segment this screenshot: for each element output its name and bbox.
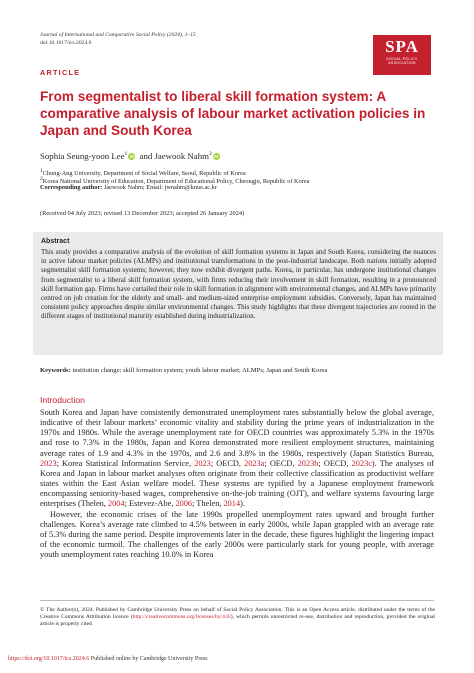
footnote-divider [40,600,434,601]
affiliation-marker: 1 [124,151,128,158]
page-footer [8,656,208,662]
license-note: © The Author(s), 2024. Published by Cambridge University Press on behalf of Social Policy Association. This is an Open Access article, distributed under the terms of the Creative Commons Attribution licence (http://creativecommons.org/licenses/by/4.0/), which permits unrestricted re-use, distribution and reproduction, provided the original article is properly cited. [40,607,435,628]
license-link[interactable]: http://creativecommons.org/licenses/by/4.0/ [132,614,231,621]
introduction-body [40,408,434,560]
spa-logo [373,35,431,75]
and-text: and [139,151,153,161]
affiliation-marker: 2 [40,176,43,182]
article-dates: (Received 04 July 2023; revised 13 December 2023; accepted 26 January 2024) [40,210,245,217]
keywords [40,367,327,374]
keywords-text: institution change; skill formation system; youth labour market; ALMPs; Japan and South Korea [72,367,328,374]
author-name[interactable]: Jaewook Nahm [154,151,209,161]
journal-citation: Journal of International and Comparative Social Policy (2024), 1–15 [40,32,196,38]
abstract-text: This study provides a comparative analysis of the evolution of skill formation systems in Japan and South Korea, considering the nuances in active labour market policies (ALMPs) and institutional transformations in the post-industrial landscape. Both nations initially adopted segmentalist skill formation systems; however, they now exhibit divergent paths. Korea, in particular, has undergone institutional changes from segmentalist to a liberal skill formation system, with firms reducing their involvement in skill formation, resulting in a pronounced skill formation gap. Firms have curtailed their role in skill formation in alignment with environmental changes, and ALMPs have primarily centred on job creation for the elderly and small- and medium-sized enterprise employment subsidies. Conversely, Japan has maintained consistent policy approaches despite similar environmental changes. This study highlights that these divergent trajectories are rooted in the different stages of institutional maturity established during industrialization. [41,248,436,321]
abstract-heading: Abstract [41,238,70,245]
corresponding-label: Corresponding author: [40,184,103,191]
logo-text: SPA [385,37,419,56]
citation-link[interactable]: 2006 [175,499,193,509]
citation-link[interactable]: 2023b [297,458,319,468]
paragraph: South Korea and Japan have consistently demonstrated unemployment rates substantially below the global average, indicative of their labour markets’ economic vitality and stability during the prime years of industrialization in the 1970s and 1980s. While the average unemployment rate for OECD countries was approximately 5.3% in the 1970s and rose to 7.3% in the 1980s, Japan and Korea demonstrated more resilient employment structures, maintaining average rates of 1.9 and 4.3% in the 1970s, and 2.6 and 3.8% in the 1980s, respectively (Japan Statistics Bureau, 2023; Korea Statistical Information Service, 2023; OECD, 2023a; OECD, 2023b; OECD, 2023c). The analyses of Korea and Japan in labour market analyses often originate from their collective classification as productivist welfare states within the East Asian welfare model. These systems are typified by a Japanese employment framework encompassing seniority-based wages, comprehensive on-the-job training (OJT), and welfare systems favouring large enterprises (Thelen, 2004; Estevez-Abe, 2006; Thelen, 2014). [40,408,434,509]
citation-link[interactable]: 2023 [40,458,57,468]
section-heading-introduction: Introduction [40,395,85,405]
logo-subtext-1: SOCIAL POLICY [386,57,418,61]
author-name[interactable]: Sophia Seung-yoon Lee [40,151,125,161]
orcid-icon[interactable]: iD [129,154,135,159]
citation-link[interactable]: 2023a [244,458,265,468]
orcid-icon[interactable]: iD [213,154,219,159]
affiliation-marker: 1 [40,168,43,174]
keywords-label: Keywords: [40,367,71,374]
citation-link[interactable]: 2014 [223,499,241,509]
citation-link[interactable]: 2023c [351,458,372,468]
logo-subtext-2: ASSOCIATION [388,61,416,66]
author-list [40,151,222,161]
citation-link[interactable]: 2004 [107,499,125,509]
corresponding-author [40,184,440,192]
article-title: From segmentalist to liberal skill formation system: A comparative analysis of labour market activation policies in Japan and South Korea [40,89,426,139]
citation-link[interactable]: 2023 [194,458,211,468]
affiliation-text: Chung-Ang University, Department of Social Welfare, Seoul, Republic of Korea [42,170,246,178]
affiliation-marker: 2 [208,151,212,158]
paragraph: However, the economic crises of the late 1990s propelled unemployment rates upward and brought further challenges. Korea’s average rate climbed to 4.5% between in early 2000s, while Japan grappled with an average rate of 5.3% during the same period. Despite improvements later in the decade, these figures highlight the lingering impact of the economic turmoil. The challenges of the early 2000s were particularly stark for young people, with average youth unemployment rates reaching 10.0% in Korea [40,509,434,560]
published-text: Published online by Cambridge University Press [89,656,208,662]
header-doi[interactable]: doi:10.1017/ics.2024.6 [40,40,92,46]
article-type-label: ARTICLE [40,68,81,77]
affiliation-text: Korea National University of Education, Department of Educational Policy, Cheongju, Republic of Korea [42,178,310,186]
doi-link[interactable]: https://doi.org/10.1017/ics.2024.6 [8,656,90,662]
corresponding-text: Jaewook Nahm; Email: jwnahm@knue.ac.kr [103,184,217,191]
